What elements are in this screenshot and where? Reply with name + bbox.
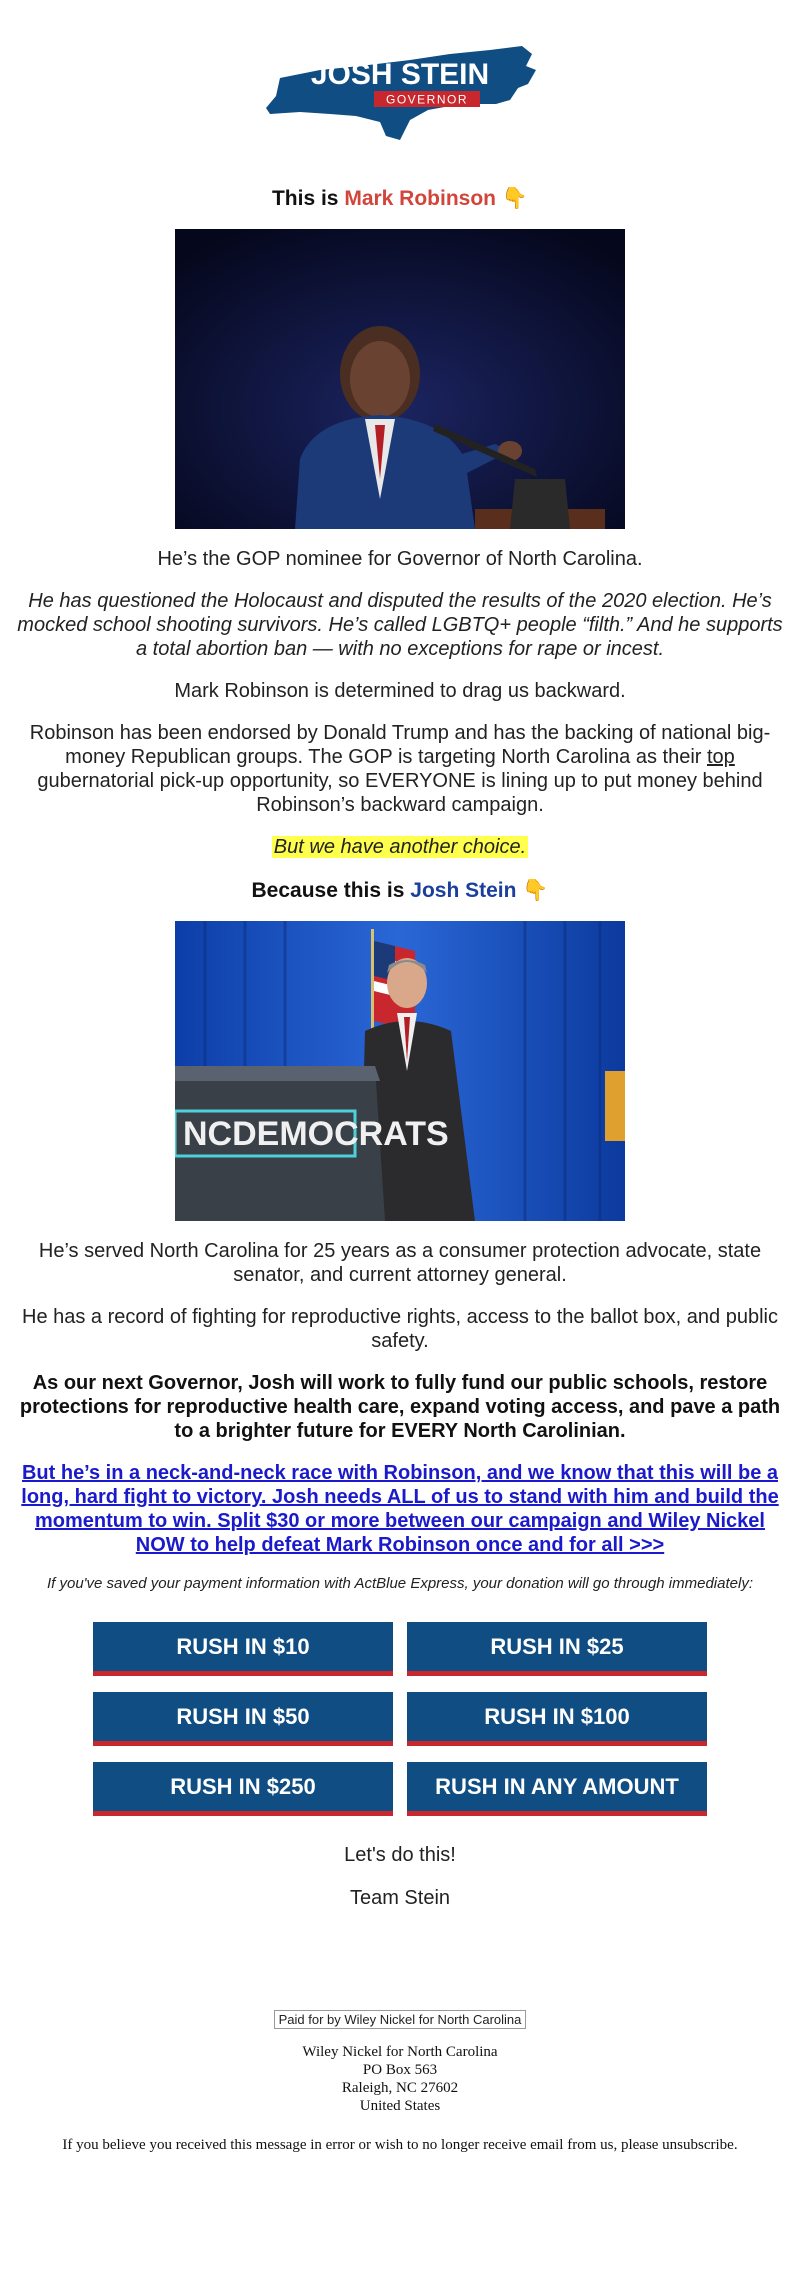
- logo-name-text: JOSH STEIN: [310, 58, 490, 91]
- unsubscribe-notice[interactable]: If you believe you received this message in error or wish to no longer receive email from us, please unsubscribe.: [62, 2137, 738, 2153]
- stein-plans-text: As our next Governor, Josh will work to fully fund our public schools, restore protections for reproductive health care, expand voting access, and pave a path to a brighter future for EVERY North Carolinian.: [19, 1372, 781, 1442]
- another-choice-paragraph: [15, 835, 785, 859]
- donation-button-grid: [93, 1622, 707, 1816]
- stein-photo: [175, 921, 625, 1221]
- stein-service-text: He’s served North Carolina for 25 years as a consumer protection advocate, state senator, and current attorney general.: [38, 1240, 762, 1286]
- point-down-icon: 👇: [501, 187, 529, 210]
- josh-stein-governor-logo: [260, 40, 540, 150]
- robinson-photo: [175, 229, 625, 529]
- email-body: [15, 0, 785, 2154]
- rush-50-button[interactable]: RUSH IN $50: [93, 1692, 393, 1746]
- donate-cta-link[interactable]: But he’s in a neck-and-neck race with Robinson, and we know that this will be a long, hard fight to victory. Josh needs ALL of us to stand with him and build the momentum to win. Split $30 or more between our campaign and Wiley Nickel NOW to help defeat Mark Robinson once and for all >>>: [21, 1462, 779, 1556]
- rush-10-button[interactable]: RUSH IN $10: [93, 1622, 393, 1676]
- address-line: United States: [359, 2098, 441, 2114]
- point-down-icon: 👇: [522, 879, 549, 902]
- robinson-record-text: He has questioned the Holocaust and disputed the results of the 2020 election. He’s mocked school shooting survivors. He’s called LGBTQ+ people “filth.” And he supports a total abortion ban — with no exceptions for rape or incest.: [17, 590, 783, 660]
- signature-team-stein: Team Stein: [349, 1887, 451, 1909]
- gop-nominee-text: He’s the GOP nominee for Governor of North Carolina.: [157, 548, 643, 570]
- intro-robinson-heading: [15, 187, 785, 211]
- endorsement-paragraph: [15, 721, 785, 817]
- mailing-address: [15, 2043, 785, 2115]
- drag-backward-text: Mark Robinson is determined to drag us backward.: [174, 680, 626, 702]
- rush-any-amount-button[interactable]: RUSH IN ANY AMOUNT: [407, 1762, 707, 1816]
- logo-sub-text: GOVERNOR: [385, 92, 469, 107]
- ncdemocrats-sign-text: NCDEMOCRATS: [183, 1115, 449, 1153]
- endorsement-text-a: Robinson has been endorsed by Donald Trump and has the backing of national big-money Republican groups. The GOP is targeting North Carolina as their: [29, 722, 771, 768]
- intro-prefix: This is: [271, 187, 345, 210]
- stein-name: Josh Stein: [410, 879, 517, 902]
- stein-record-text: He has a record of fighting for reproductive rights, access to the ballot box, and public safety.: [22, 1306, 778, 1352]
- intro-prefix: Because this is: [251, 879, 411, 902]
- paid-for-disclaimer: Paid for by Wiley Nickel for North Carolina: [274, 2010, 527, 2029]
- another-choice-highlight: But we have another choice.: [273, 836, 527, 858]
- rush-25-button[interactable]: RUSH IN $25: [407, 1622, 707, 1676]
- intro-stein-heading: [15, 879, 785, 903]
- rush-250-button[interactable]: RUSH IN $250: [93, 1762, 393, 1816]
- address-line: Raleigh, NC 27602: [341, 2080, 459, 2096]
- signoff-line: Let's do this!: [344, 1844, 456, 1866]
- rush-100-button[interactable]: RUSH IN $100: [407, 1692, 707, 1746]
- address-line: Wiley Nickel for North Carolina: [302, 2044, 498, 2060]
- endorsement-text-b: gubernatorial pick-up opportunity, so EVERYONE is lining up to put money behind Robinson’s backward campaign.: [37, 770, 763, 816]
- endorsement-text-underline: top: [707, 746, 735, 768]
- robinson-name: Mark Robinson: [344, 187, 497, 210]
- actblue-express-note: If you've saved your payment information with ActBlue Express, your donation will go through immediately:: [47, 1575, 753, 1592]
- address-line: PO Box 563: [362, 2062, 438, 2078]
